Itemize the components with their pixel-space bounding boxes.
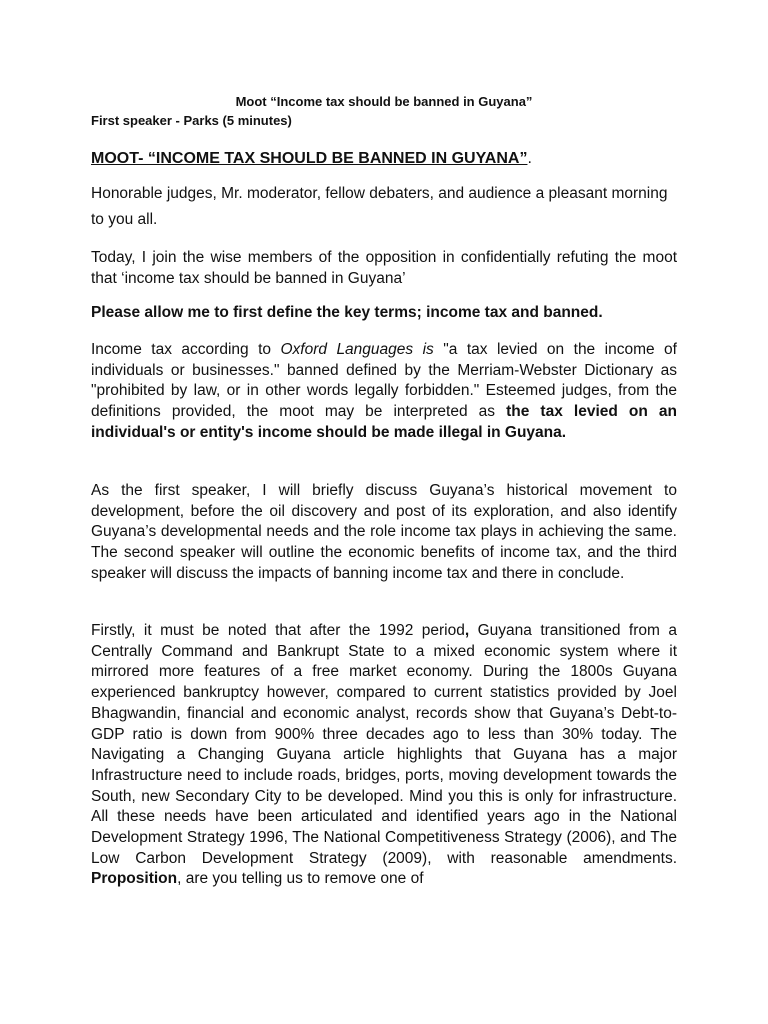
moot-heading-label: MOOT- “INCOME TAX SHOULD BE BANNED IN GUYANA” <box>91 150 528 167</box>
moot-heading-trail: . <box>527 150 532 167</box>
proposition-word: Proposition <box>91 870 178 888</box>
firstly-part2: Guyana transitioned from a Centrally Command and Bankrupt State to a mixed economic system where it mirrored more features of a free market economy. During the 1800s Guyana experienced bankruptcy however, compared to current statistics provided by Joel Bhagwandin, financial and economic analyst, records show that Guyana’s Debt-to-GDP ratio is down from 900% three decades ago to less than 30% today. The Navigating a Changing Guyana article highlights that Guyana has a major Infrastructure need to include roads, bridges, ports, moving development towards the South, new Secondary City to be developed. Mind you this is only for infrastructure. All these needs have been articulated and identified years ago in the National Development Strategy 1996, The National Competitiveness Strategy (2006), and The Low Carbon Development Strategy (2009), with reasonable amendments. <box>91 622 677 867</box>
document-title: Moot “Income tax should be banned in Guyana” <box>235 94 533 109</box>
intro-paragraph: Today, I join the wise members of the opposition in confidentially refuting the moot that ‘income tax should be banned in Guyana’ <box>91 249 677 287</box>
define-heading: Please allow me to first define the key terms; income tax and banned. <box>91 304 603 321</box>
firstly-part3: , are you telling us to remove one of <box>177 870 424 888</box>
moot-heading <box>91 149 532 169</box>
greeting-paragraph: Honorable judges, Mr. moderator, fellow debaters, and audience a pleasant morning to you all. <box>91 185 668 228</box>
definitions-part2: "a tax levied on the income of individuals or businesses." banned defined by the Merriam-Webster Dictionary as "prohibited by law, or in other words legally forbidden." Esteemed judges, from the definitions provided, the moot may be interpreted as <box>91 341 677 421</box>
firstly-paragraph <box>91 621 677 890</box>
firstly-comma: , <box>464 622 470 639</box>
firstly-part1: Firstly, it must be noted that after the 1992 period <box>91 622 465 639</box>
roadmap-paragraph: As the first speaker, I will briefly discuss Guyana’s historical movement to development, before the oil discovery and post of its exploration, and also identify Guyana’s developmental needs and the role income tax plays in achieving the same. The second speaker will outline the economic benefits of income tax, and the third speaker will discuss the impacts of banning income tax and there in conclude. <box>91 482 677 582</box>
definitions-part1: Income tax according to <box>91 341 281 358</box>
definitions-interpretation: the tax levied on an individual's or entity's income should be made illegal in Guyana. <box>91 403 677 441</box>
definitions-source: Oxford Languages is <box>280 341 434 358</box>
speaker-subtitle: First speaker - Parks (5 minutes) <box>91 113 292 128</box>
definitions-paragraph <box>91 340 677 444</box>
